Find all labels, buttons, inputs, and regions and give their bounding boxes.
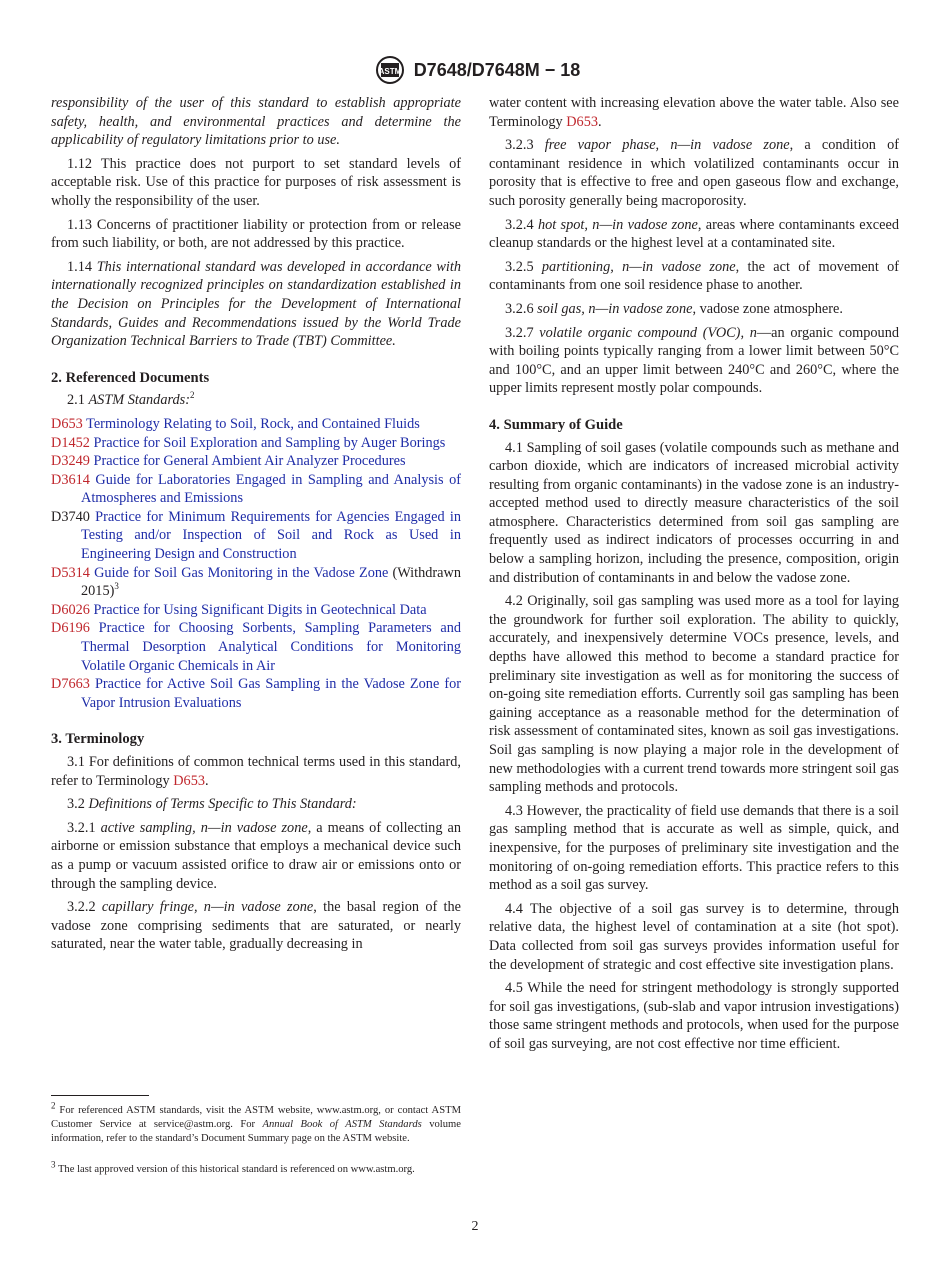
- section-1-11-continued: responsibility of the user of this standard to establish appropriate safety, health, and environmental practices and determine the applicability of regulatory limitations prior to use.: [51, 95, 461, 149]
- section-3-2-2: 3.2.2 capillary fringe, n—in vadose zone, the basal region of the vadose zone comprising sediments that are saturated, or nearly saturated, near the water table, gradually decreasing in: [51, 899, 462, 953]
- section-3-2-4: 3.2.4 hot spot, n—in vadose zone, areas where contaminants exceed cleanup standards or the highest level at a contaminated site.: [489, 216, 899, 252]
- section-3-2-5: 3.2.5 partitioning, n—in vadose zone, the act of movement of contaminants from one soil residence phase to another.: [489, 258, 900, 294]
- reference-item[interactable]: D653 Terminology Relating to Soil, Rock, and Contained Fluids: [51, 415, 420, 432]
- section-1-13: 1.13 Concerns of practitioner liability or protection from or release from such liability, or both, are not addressed by this practice.: [51, 216, 461, 252]
- section-4-4: 4.4 The objective of a soil gas survey is to determine, through relative data, the highest level of contamination at a site (hot spot). Data collected from soil gas surveys provides information useful for the development of strategic and cost effective site investigation plans.: [489, 900, 899, 973]
- section-3-2-1: 3.2.1 active sampling, n—in vadose zone, a means of collecting an airborne or emission substance that employs a mechanical device such as a pump or vacuum assisted orifice to draw air or emissions onto or through the sampling device.: [51, 819, 461, 892]
- page-header: [0, 52, 950, 88]
- link-d653[interactable]: D653: [173, 772, 205, 789]
- reference-item[interactable]: D6196 Practice for Choosing Sorbents, Sampling Parameters and Thermal Desorption Analytical Conditions for Monitoring Volatile Organic Chemicals in Air: [51, 620, 461, 674]
- reference-item[interactable]: D3614 Guide for Laboratories Engaged in Sampling and Analysis of Atmospheres and Emissions: [51, 471, 461, 507]
- section-3-2-3: 3.2.3 free vapor phase, n—in vadose zone, a condition of contaminant residence in which volatilized contaminants occur in porosity that is effective to free and open gaseous flow and exchange, such porosity generally being macroporosity.: [489, 137, 899, 209]
- heading-summary-of-guide: 4. Summary of Guide: [489, 416, 623, 433]
- reference-item[interactable]: D1452 Practice for Soil Exploration and Sampling by Auger Borings: [51, 434, 446, 451]
- section-4-3: 4.3 However, the practicality of field use demands that there is a soil gas sampling method that is accurate as well as simple, quick, and inexpensive, for the purposes of preliminary site investigation and the monitoring of on-going remediation efforts. This practice refers to this method as a soil gas survey.: [489, 802, 899, 894]
- svg-text:ASTM: ASTM: [378, 67, 402, 76]
- reference-item[interactable]: D7663 Practice for Active Soil Gas Sampling in the Vadose Zone for Vapor Intrusion Evaluations: [51, 676, 461, 711]
- page-number: 2: [471, 1219, 479, 1234]
- reference-item[interactable]: D3740 Practice for Minimum Requirements for Agencies Engaged in Testing and/or Inspection of Soil and Rock as Used in Engineering Design and Construction: [51, 508, 461, 563]
- reference-item[interactable]: D5314 Guide for Soil Gas Monitoring in the Vadose Zone (Withdrawn 2015)$^3$: [51, 564, 462, 600]
- section-3-2-2-continued: water content with increasing elevation above the water table. Also see Terminology D653.: [489, 95, 899, 130]
- section-1-14: 1.14 This international standard was developed in accordance with internationally recognized principles on standardization established in the Decision on Principles for the Development of International Standards, Guides and Recommendations issued by the World Trade Organization Technical Barriers to Trade (TBT) Committee.: [51, 258, 462, 350]
- section-3-2: 3.2 Definitions of Terms Specific to This Standard:: [67, 796, 357, 813]
- section-4-5: 4.5 While the need for stringent methodology is strongly supported for soil gas investigations, (sub-slab and vapor intrusion investigations) those same stringent methods and protocols, when used for the purpose of soil gas surveying, are not cost effective nor time efficient.: [489, 980, 899, 1052]
- reference-item[interactable]: D6026 Practice for Using Significant Digits in Geotechnical Data: [51, 601, 427, 618]
- heading-referenced-documents: 2. Referenced Documents: [51, 369, 210, 386]
- heading-terminology: 3. Terminology: [51, 731, 145, 748]
- link-d653[interactable]: D653: [566, 113, 599, 130]
- section-2-1: 2.1 ASTM Standards:$^2$: [67, 390, 195, 409]
- section-4-2: 4.2 Originally, soil gas sampling was used more as a tool for laying the groundwork for further soil exploration. The ability to quickly, accurately, and inexpensively determine VOCs presence, levels, and depths have allowed this method to become a standard practice for preliminary site investigation as well as for monitoring the success of on-going site remediation efforts. Currently soil gas sampling has been gaining acceptance as a reasonable method for the determination of risk assessment of contaminated sites, known as soil gas investigations. Soil gas sampling is now playing a major role in the development of new methodologies with a current trend towards more stringent soil gas sampling methods and protocols.: [489, 593, 899, 796]
- section-3-2-7: 3.2.7 volatile organic compound (VOC), n—an organic compound with boiling points typically ranging from a lower limit between 50°C and 100°C, and an upper limit between 240°C and 260°C, where the upper limits represent mostly polar compounds.: [489, 324, 899, 397]
- section-3-1: 3.1 For definitions of common technical terms used in this standard, refer to Terminology D653.: [51, 754, 461, 789]
- footnote-3: $^3$ The last approved version of this historical standard is referenced on www.astm.org.: [51, 1159, 415, 1175]
- section-3-2-6: 3.2.6 soil gas, n—in vadose zone, vadose zone atmosphere.: [505, 300, 843, 317]
- footnote-2: $^2$ For referenced ASTM standards, visit the ASTM website, www.astm.org, or contact ASTM Customer Service at service@astm.org. For Annual Book of ASTM Standards volume information, refer to the standard’s Document Summary page on the ASTM website.: [51, 1100, 461, 1144]
- left-column: [51, 94, 461, 959]
- section-4-1: 4.1 Sampling of soil gases (volatile compounds such as methane and carbon dioxide, which are indicators of increased microbial activity resulting from organic contaminants) in the vadose zone is an industry-accepted method used to directly measure characteristics of the soil atmosphere. Characteristics determined from soil gas sampling are frequently used as indirect indicators of processes occurring in and below a sampling horizon, including the presence, composition, origin and distribution of contaminants in and below the vadose zone.: [489, 439, 899, 586]
- section-1-12: 1.12 This practice does not purport to set standard levels of acceptable risk. Use of this practice for purposes of risk assessment is wholly the responsibility of the user.: [51, 155, 461, 209]
- right-column: [489, 94, 899, 1059]
- reference-list: [51, 415, 461, 713]
- reference-item[interactable]: D3249 Practice for General Ambient Air Analyzer Procedures: [51, 453, 406, 470]
- astm-logo-icon: [370, 54, 410, 86]
- footnote-rule: [51, 1095, 149, 1096]
- designation: D7648/D7648M − 18: [413, 59, 581, 80]
